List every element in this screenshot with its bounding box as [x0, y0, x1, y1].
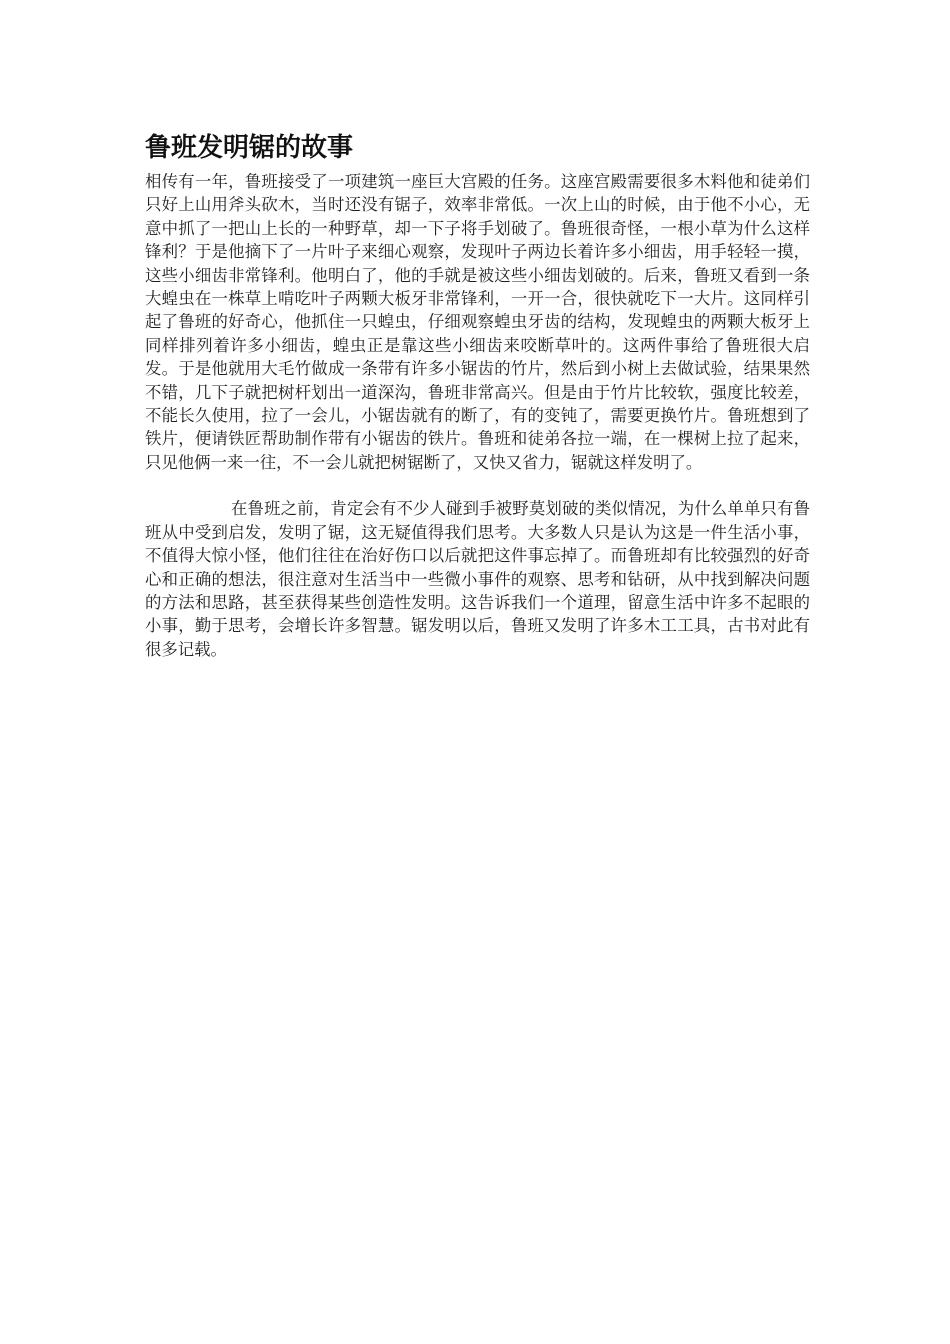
- paragraph-story: 相传有一年，鲁班接受了一项建筑一座巨大宫殿的任务。这座宫殿需要很多木料他和徒弟们只好上山用斧头砍木，当时还没有锯子，效率非常低。一次上山的时候，由于他不小心，无意中抓了一把山上长的一种野草，却一下子将手划破了。鲁班很奇怪，一根小草为什么这样锋利？于是他摘下了一片叶子来细心观察，发现叶子两边长着许多小细齿，用手轻轻一摸，这些小细齿非常锋利。他明白了，他的手就是被这些小细齿划破的。后来，鲁班又看到一条大蝗虫在一株草上啃吃叶子两颗大板牙非常锋利，一开一合，很快就吃下一大片。这同样引起了鲁班的好奇心，他抓住一只蝗虫，仔细观察蝗虫牙齿的结构，发现蝗虫的两颗大板牙上同样排列着许多小细齿，蝗虫正是靠这些小细齿来咬断草叶的。这两件事给了鲁班很大启发。于是他就用大毛竹做成一条带有许多小锯齿的竹片，然后到小树上去做试验，结果果然不错，几下子就把树杆划出一道深沟，鲁班非常高兴。但是由于竹片比较软，强度比较差，不能长久使用，拉了一会儿，小锯齿就有的断了，有的变钝了，需要更换竹片。鲁班想到了铁片，便请铁匠帮助制作带有小锯齿的铁片。鲁班和徒弟各拉一端，在一棵树上拉了起来，只见他俩一来一往，不一会儿就把树锯断了，又快又省力，锯就这样发明了。: [145, 172, 810, 472]
- paragraph-reflection: 在鲁班之前，肯定会有不少人碰到手被野莫划破的类似情况，为什么单单只有鲁班从中受到启发，发明了锯，这无疑值得我们思考。大多数人只是认为这是一件生活小事，不值得大惊小怪，他们往往在治好伤口以后就把这件事忘掉了。而鲁班却有比较强烈的好奇心和正确的想法，很注意对生活当中一些微小事件的观察、思考和钻研，从中找到解决问题的方法和思路，甚至获得某些创造性发明。这告诉我们一个道理，留意生活中许多不起眼的小事，勤于思考，会增长许多智慧。锯发明以后，鲁班又发明了许多木工工具，古书对此有很多记载。: [145, 499, 810, 659]
- document-title: 鲁班发明锯的故事: [145, 133, 354, 163]
- document-body: [145, 128, 810, 661]
